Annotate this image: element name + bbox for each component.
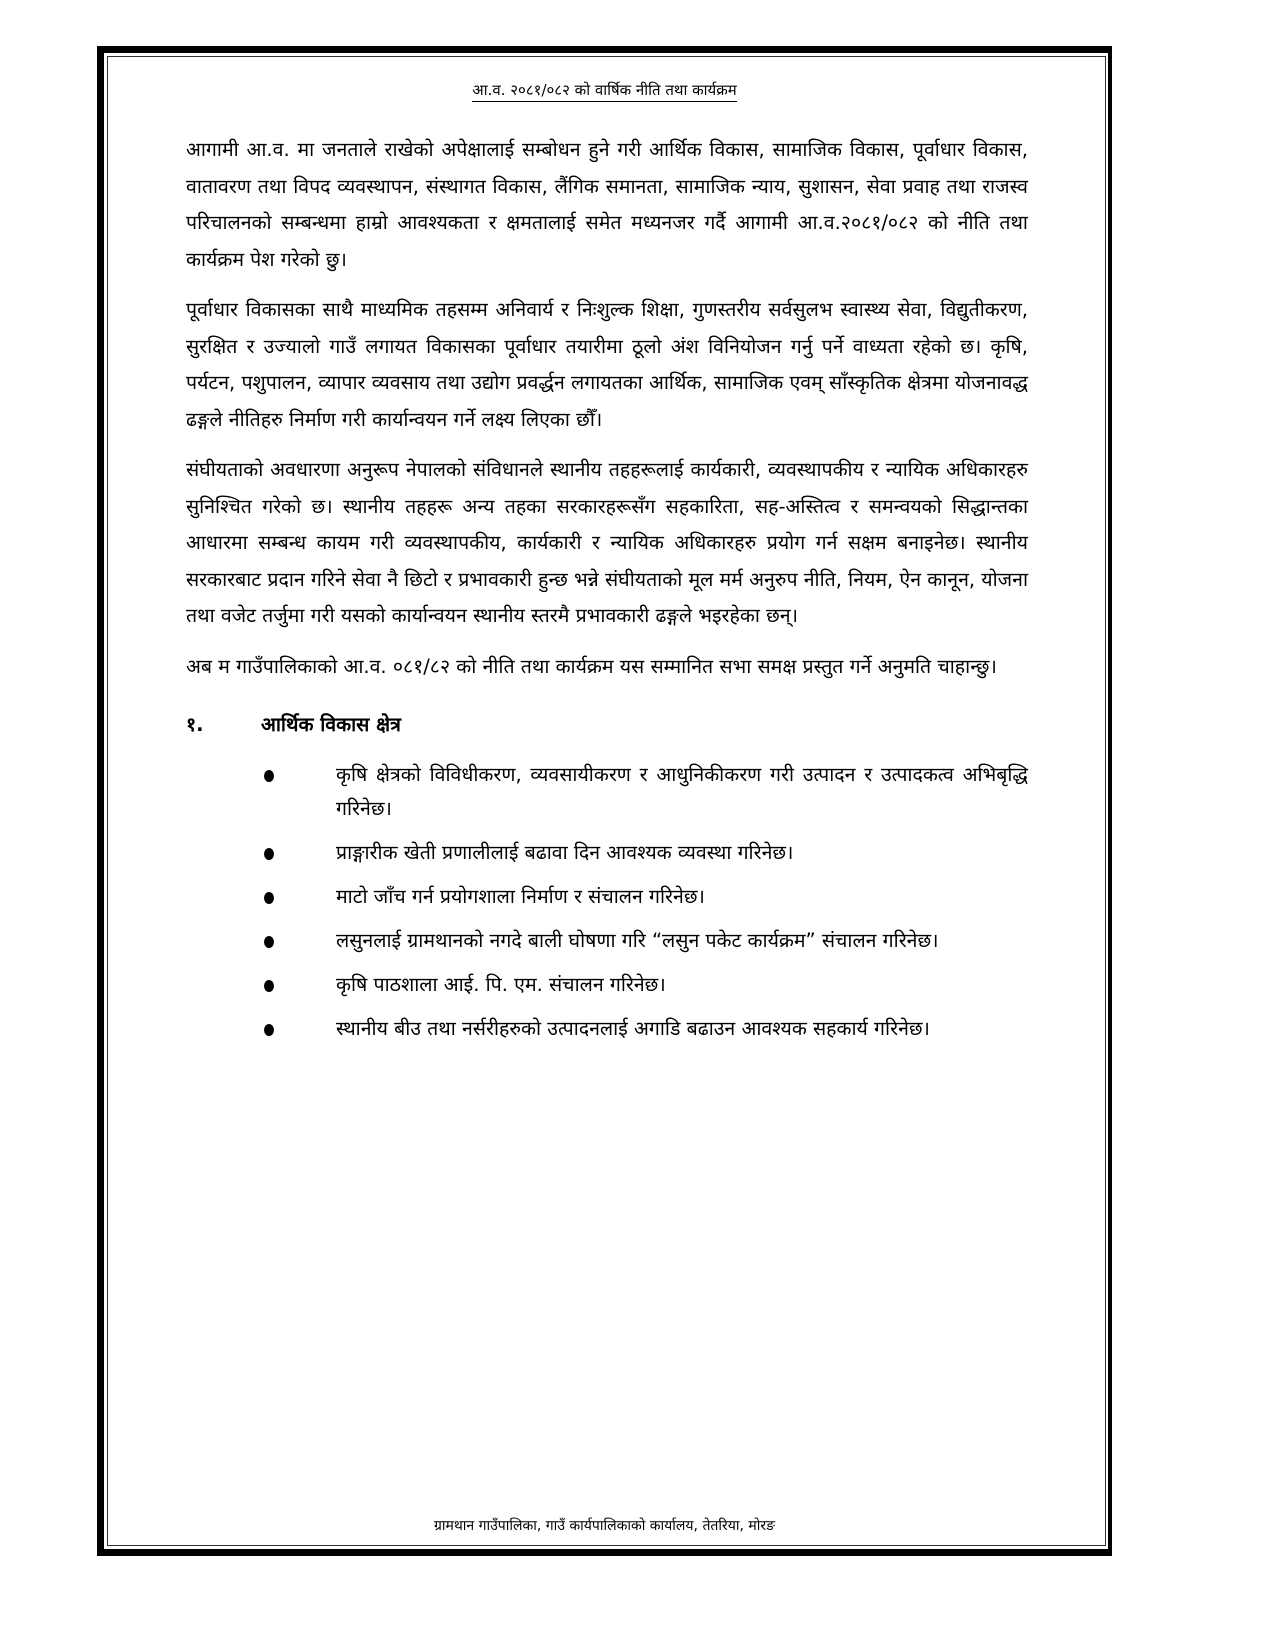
section-number: १.	[186, 713, 204, 736]
bullet-icon	[186, 880, 336, 914]
list-item	[186, 880, 1028, 914]
paragraph-request: अब म गाउँपालिकाको आ.व. ०८१/८२ को नीति तथा कार्यक्रम यस सम्मानित सभा समक्ष प्रस्तुत गर्ने अनुमति चाहान्छु।	[186, 654, 997, 678]
list-item	[186, 924, 1028, 958]
bullet-icon	[186, 1012, 336, 1046]
paragraph-infrastructure: पूर्वाधार विकासका साथै माध्यमिक तहसम्म अनिवार्य र निःशुल्क शिक्षा, गुणस्तरीय सर्वसुलभ स्वास्थ्य सेवा, विद्युतीकरण, सुरक्षित र उज्यालो गाउँ लगायत विकासका पूर्वाधार तयारीमा ठूलो अंश विनियोजन गर्नु पर्ने वाध्यता रहेको छ। कृषि, पर्यटन, पशुपालन, व्यापार व्यवसाय तथा उद्योग प्रवर्द्धन लगायतका आर्थिक, सामाजिक एवम् साँस्कृतिक क्षेत्रमा योजनावद्ध ढङ्गले नीतिहरु निर्माण गरी कार्यान्वयन गर्ने लक्ष्य लिएका छौँ।	[186, 298, 1028, 431]
list-item	[186, 968, 1028, 1002]
bullet-icon	[186, 836, 336, 870]
page-footer: ग्रामथान गाउँपालिका, गाउँ कार्यपालिकाको कार्यालय, तेतरिया, मोरङ	[433, 1518, 776, 1534]
list-item	[186, 758, 1028, 826]
bullet-icon	[186, 924, 336, 958]
list-item-text: लसुनलाई ग्रामथानको नगदे बाली घोषणा गरि “लसुन पकेट कार्यक्रम” संचालन गरिनेछ।	[336, 928, 939, 952]
list-item-text: कृषि क्षेत्रको विविधीकरण, व्यवसायीकरण र आधुनिकीकरण गरी उत्पादन र उत्पादकत्व अभिबृद्धि गरिनेछ।	[336, 762, 1028, 820]
section-heading	[186, 707, 1028, 744]
list-item-text: कृषि पाठशाला आई. पि. एम. संचालन गरिनेछ।	[336, 972, 666, 996]
page-header	[0, 80, 1209, 100]
list-item	[186, 1012, 1028, 1046]
list-item-text: माटो जाँच गर्न प्रयोगशाला निर्माण र संचालन गरिनेछ।	[336, 884, 705, 908]
paragraph-federalism: संघीयताको अवधारणा अनुरूप नेपालको संविधानले स्थानीय तहहरूलाई कार्यकारी, व्यवस्थापकीय र न्यायिक अधिकारहरु सुनिश्चित गरेको छ। स्थानीय तहहरू अन्य तहका सरकारहरूसँग सहकारिता, सह-अस्तित्व र समन्वयको सिद्धान्तका आधारमा सम्बन्ध कायम गरी व्यवस्थापकीय, कार्यकारी र न्यायिक अधिकारहरु प्रयोग गर्न सक्षम बनाइनेछ। स्थानीय सरकारबाट प्रदान गरिने सेवा नै छिटो र प्रभावकारी हुन्छ भन्ने संघीयताको मूल मर्म अनुरुप नीति, नियम, ऐन कानून, योजना तथा वजेट तर्जुमा गरी यसको कार्यान्वयन स्थानीय स्तरमै प्रभावकारी ढङ्गले भइरहेका छन्।	[186, 458, 1028, 627]
paragraph-intro: आगामी आ.व. मा जनताले राखेको अपेक्षालाई सम्बोधन हुने गरी आर्थिक विकास, सामाजिक विकास, पूर्वाधार विकास, वातावरण तथा विपद व्यवस्थापन, संस्थागत विकास, लैंगिक समानता, सामाजिक न्याय, सुशासन, सेवा प्रवाह तथा राजस्व परिचालनको सम्बन्धमा हाम्रो आवश्यकता र क्षमतालाई समेत मध्यनजर गर्दै आगामी आ.व.२०८१/०८२ को नीति तथा कार्यक्रम पेश गरेको छु।	[186, 138, 1028, 271]
bullet-icon	[186, 968, 336, 1002]
list-item-text: प्राङ्गारीक खेती प्रणालीलाई बढावा दिन आवश्यक व्यवस्था गरिनेछ।	[336, 840, 794, 864]
list-item	[186, 836, 1028, 870]
section-title: आर्थिक विकास क्षेत्र	[261, 713, 401, 736]
document-body	[186, 132, 1028, 1056]
bullet-list	[186, 758, 1028, 1046]
header-title: आ.व. २०८१/०८२ को वार्षिक नीति तथा कार्यक्रम	[472, 81, 736, 102]
list-item-text: स्थानीय बीउ तथा नर्सरीहरुको उत्पादनलाई अगाडि बढाउन आवश्यक सहकार्य गरिनेछ।	[336, 1016, 930, 1040]
bullet-icon	[186, 758, 336, 826]
